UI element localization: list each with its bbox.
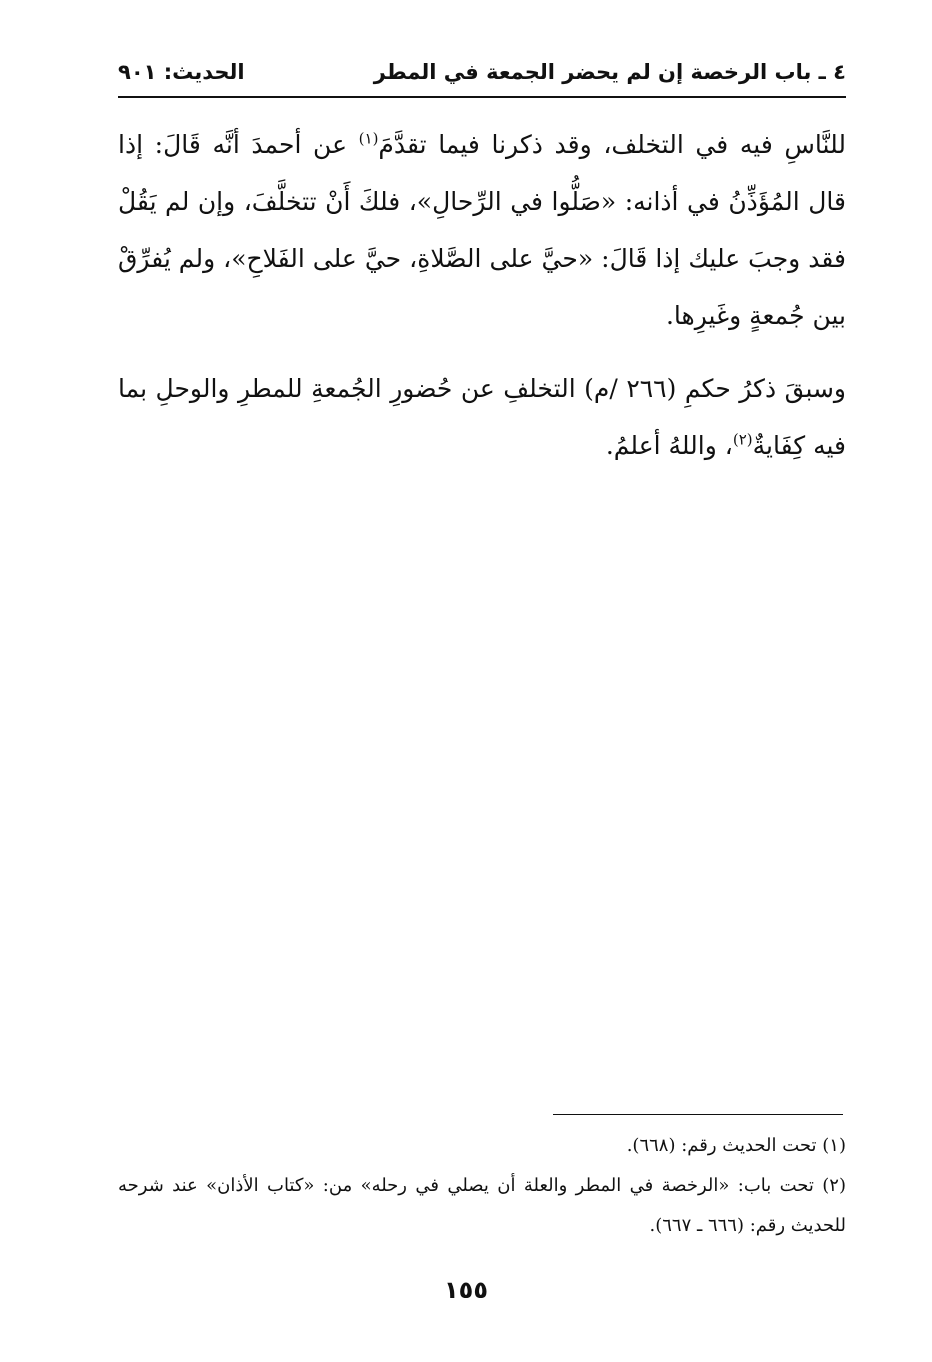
chapter-title: ٤ ـ باب الرخصة إن لم يحضر الجمعة في المطر [373,60,846,84]
main-text [118,116,846,474]
paragraph-1-part-1: للنَّاسِ فيه في التخلف، وقد ذكرنا فيما تقدَّمَ [378,130,846,159]
hadith-number: الحديث: ٩٠١ [118,60,245,84]
paragraph-2 [118,360,846,474]
paragraph-2-part-2: ، واللهُ أعلمُ. [605,431,733,460]
footnote-1: (١) تحت الحديث رقم: (٦٦٨). [626,1135,846,1156]
footnotes [118,1126,846,1246]
paragraph-2-part-1: وسبقَ ذكرُ حكمِ (٢٦٦ /م) التخلفِ عن حُضورِ الجُمعةِ للمطرِ والوحلِ بما فيه كِفَايةٌ [118,374,847,460]
footnote-ref-2[interactable]: (٢) [732,430,753,449]
paragraph-1 [118,116,846,344]
paragraph-1-part-2: عن أحمدَ أنَّه قَالَ: إذا قال المُؤَذِّنُ في أذانه: «صَلُّوا في الرِّحالِ»، فلكَ أَنْ تتخلَّفَ، وإن لم يَقُلْ فقد وجبَ عليك إذا قَالَ: «حيَّ على الصَّلاةِ، حيَّ على الفَلاحِ»، ولم يُفرِّقْ بين جُمعةٍ وغَيرِها. [118,130,846,330]
footnote-ref-1[interactable]: (١) [358,129,379,148]
footnote-2: (٢) تحت باب: «الرخصة في المطر والعلة أن يصلي في رحله» من: «كتاب الأذان» عند شرحه للحديث رقم: (٦٦٦ ـ ٦٦٧). [118,1175,846,1236]
page-number: ١٥٥ [444,1276,488,1304]
running-header [118,56,846,98]
footnote-divider [553,1114,843,1115]
